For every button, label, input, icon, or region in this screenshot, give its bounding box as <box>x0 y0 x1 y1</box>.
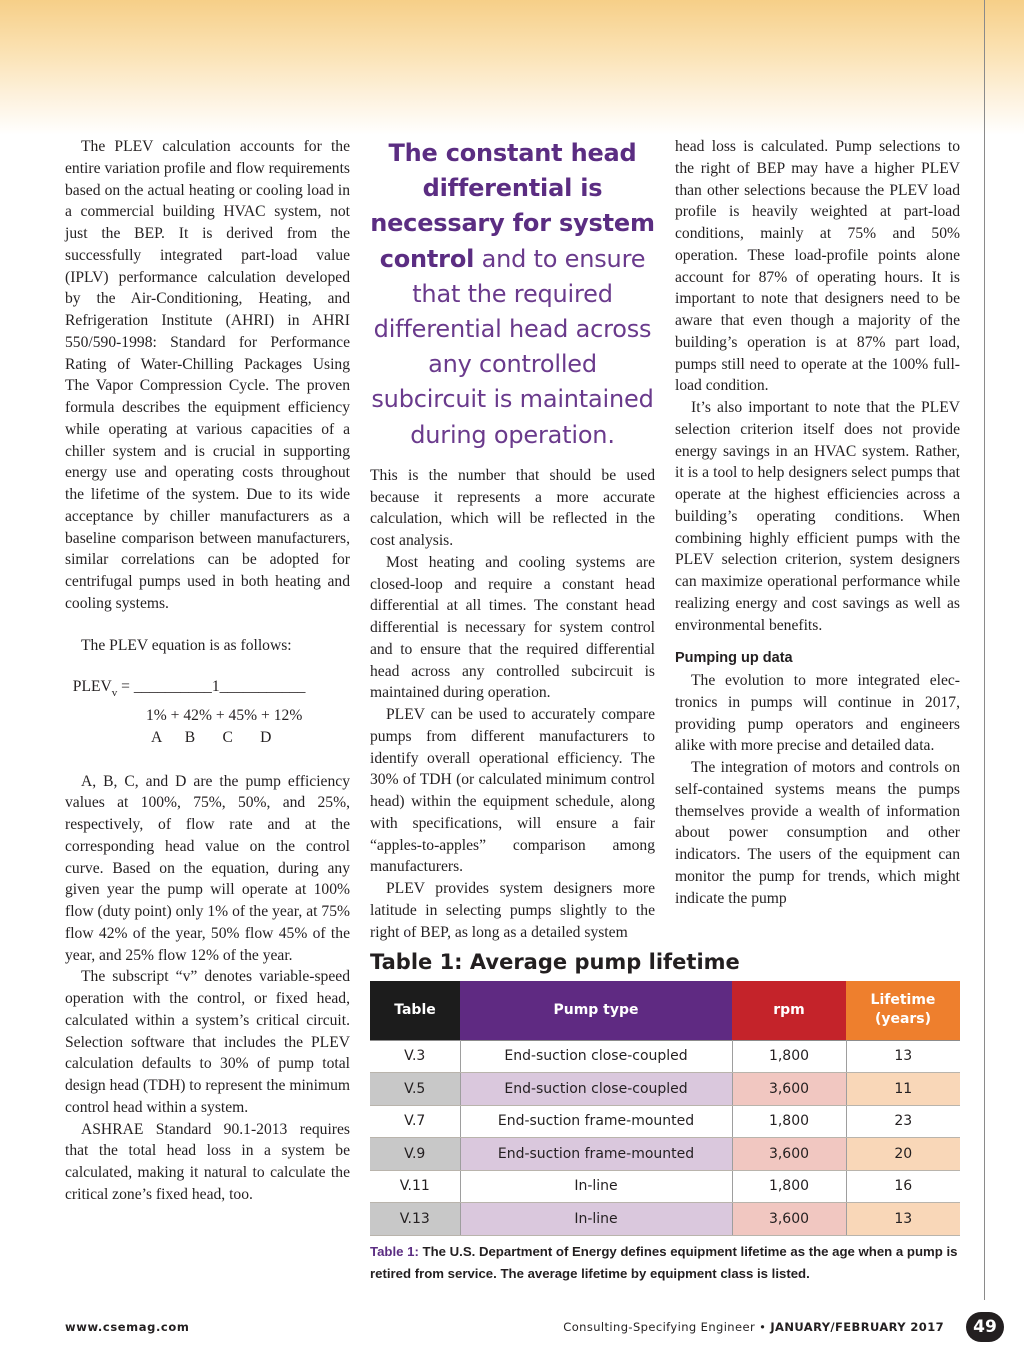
table-row <box>370 1138 960 1171</box>
table-row <box>370 1040 960 1073</box>
paragraph-integration: The integration of motors and controls on self-contained systems means the pumps themselves provide a wealth of information about power consumption and other indicators. The users of the equipment can monitor the pump for trends, which might indicate the pump <box>675 759 960 907</box>
footer-issue: JANUARY/FEBRUARY 2017 <box>770 1320 944 1334</box>
cell-lifetime: 13 <box>846 1203 960 1236</box>
cell-rpm: 1,800 <box>732 1040 846 1073</box>
cell-rpm: 1,800 <box>732 1105 846 1138</box>
paragraph-plev-intro: The PLEV calculation accounts for the entire variation profile and flow requirements based on the actual heating or cooling load in a commercial building HVAC system, not just the BEP. It is derived from the successfully integrated part-load value (IPLV) performance calculation developed by the Air-Conditioning, Heating, and Refrigeration Institute (AHRI) in AHRI 550/590-1998: Standard for Performance Rating of Water-Chilling Packages Using The Vapor Compression Cycle. The proven formula describes the equipment efficiency while operating at various capacities of a chiller system and is crucial in supporting energy use and operating costs throughout the lifetime of the system. Due to its wide acceptance by chiller manufacturers as a baseline comparison between manufacturers, similar correlations can be adopted for centrifugal pumps used in both heating and cooling systems. <box>65 138 350 612</box>
cell-pump-type: End-suction frame-mounted <box>460 1105 732 1138</box>
cell-rpm: 1,800 <box>732 1170 846 1203</box>
page-edge-rule <box>984 0 985 1300</box>
header-table: Table <box>370 981 460 1040</box>
paragraph-accurate-calc: This is the number that should be used because it represents a more accurate calculation, which will be reflected in the cost analysis. <box>370 466 655 550</box>
paragraph-equation-intro: The PLEV equation is as follows: <box>81 636 292 654</box>
formula-numerator-line <box>65 676 350 705</box>
cell-lifetime: 23 <box>846 1105 960 1138</box>
formula-subscript: v <box>111 687 118 700</box>
paragraph-head-loss: head loss is calculated. Pump selections to the right of BEP may have a higher PLEV than other selections because the PLEV load profile is heavily weighted at part-load conditions, mainly at 75% and 50% operation. These load-profile points alone account for 87% of operating hours. It is important to note that designers need to be aware that even though a majority of the building’s operation is at 87% part load, pumps still need to operate at the 100% full-load condition. <box>675 138 960 395</box>
cell-rpm: 3,600 <box>732 1203 846 1236</box>
cell-table-id: V.9 <box>370 1138 460 1171</box>
caption-label: Table 1: <box>370 1244 419 1259</box>
caption-text: The U.S. Department of Energy defines equipment lifetime as the age when a pump is retired from service. The average lifetime by equipment class is listed. <box>370 1244 958 1281</box>
cell-lifetime: 20 <box>846 1138 960 1171</box>
section-heading-pumping-up-data: Pumping up data <box>675 650 793 667</box>
paragraph-electronics: The evolution to more integrated electronics in pumps will continue in 2017, providing pump operators and engineers alike with more precise and detailed data. <box>675 672 960 755</box>
cell-pump-type: End-suction close-coupled <box>460 1073 732 1106</box>
table-header-row <box>370 981 960 1040</box>
header-rpm: rpm <box>732 981 846 1040</box>
table-caption <box>370 1241 960 1284</box>
cell-lifetime: 11 <box>846 1073 960 1106</box>
cell-table-id: V.13 <box>370 1203 460 1236</box>
header-lifetime <box>846 981 960 1040</box>
cell-pump-type: End-suction frame-mounted <box>460 1138 732 1171</box>
footer-publication: Consulting-Specifying Engineer <box>563 1320 756 1334</box>
plev-formula <box>65 676 350 748</box>
pump-lifetime-table <box>370 981 960 1236</box>
cell-table-id: V.7 <box>370 1105 460 1138</box>
pull-quote-light: and to ensure that the required differential head across any controlled subcircuit is maintained during operation. <box>371 244 654 449</box>
cell-table-id: V.11 <box>370 1170 460 1203</box>
formula-letters: A B C D <box>151 728 272 746</box>
cell-lifetime: 16 <box>846 1170 960 1203</box>
article-column-2 <box>370 136 655 943</box>
footer-publication-line <box>563 1320 944 1334</box>
table-row <box>370 1203 960 1236</box>
paragraph-latitude: PLEV provides system designers more latitude in selecting pumps slightly to the right of BEP, as long as a detailed system <box>370 880 655 941</box>
pull-quote <box>370 136 655 453</box>
formula-rhs: = __________1___________ <box>117 678 306 696</box>
paragraph-selection-criterion: It’s also important to note that the PLEV selection criterion itself does not provide energy savings in an HVAC system. Rather, it is a tool to help designers select pumps that operate at the highest efficiencies across a building’s operating conditions. When combining highly efficient pumps with the PLEV selection criterion, system designers can maximize operational performance while realizing energy and cost savings as well as environmental benefits. <box>675 399 960 634</box>
cell-lifetime: 13 <box>846 1040 960 1073</box>
paragraph-ashrae: ASHRAE Standard 90.1-2013 requires that the total head loss in a system be calculated, making it natural to calculate the critical zone’s fixed head, too. <box>65 1120 350 1203</box>
table-row <box>370 1073 960 1106</box>
page-number-badge: 49 <box>966 1312 1004 1342</box>
cell-rpm: 3,600 <box>732 1073 846 1106</box>
paragraph-closed-loop: Most heating and cooling systems are closed-loop and require a constant head differential at all times. The constant head differential is necessary for system control and to ensure that the required differential head across any controlled subcircuit is maintained during operation. <box>370 553 655 702</box>
footer-website: www.csemag.com <box>65 1320 190 1334</box>
article-column-1 <box>65 136 350 1206</box>
table-title: Table 1: Average pump lifetime <box>370 950 740 974</box>
paragraph-efficiency-values: A, B, C, and D are the pump efficiency values at 100%, 75%, 50%, and 25%, respectively, of flow rate and at the corresponding head value on the control curve. Based on the equation, during any given year the pump will operate at 100% flow (duty point) only 1% of the year, at 75% flow 42% of the year, 50% flow 45% of the year, and 25% flow 12% of the year. <box>65 772 350 964</box>
formula-lhs: PLEV <box>72 678 112 696</box>
footer-separator: • <box>755 1320 771 1334</box>
pull-quote-bold: The constant head differential is necessary for system control <box>370 139 655 273</box>
cell-pump-type: In-line <box>460 1203 732 1236</box>
paragraph-subscript-v: The subscript “v” denotes variable-speed operation with the control, or fixed head, calculated within a system’s critical circuit. Selection software that includes the PLEV calculation defaults to 30% of pump total design head (TDH) to represent the minimum control head within a system. <box>65 968 350 1116</box>
cell-pump-type: End-suction close-coupled <box>460 1040 732 1073</box>
paragraph-compare-pumps: PLEV can be used to accurately compare pumps from different manufacturers to identify overall operational efficiency. The 30% of TDH (or calculated minimum control head) within the equipment schedule, along with specifications, will ensure a fair “apples-to-apples” comparison among manufacturers. <box>370 706 655 876</box>
cell-table-id: V.3 <box>370 1040 460 1073</box>
table-row <box>370 1105 960 1138</box>
formula-denominator: 1% + 42% + 45% + 12% <box>146 707 303 724</box>
article-column-3 <box>675 136 960 909</box>
header-lifetime-label: Lifetime (years) <box>870 992 936 1028</box>
cell-rpm: 3,600 <box>732 1138 846 1171</box>
cell-table-id: V.5 <box>370 1073 460 1106</box>
table-row <box>370 1170 960 1203</box>
header-pump-type: Pump type <box>460 981 732 1040</box>
cell-pump-type: In-line <box>460 1170 732 1203</box>
